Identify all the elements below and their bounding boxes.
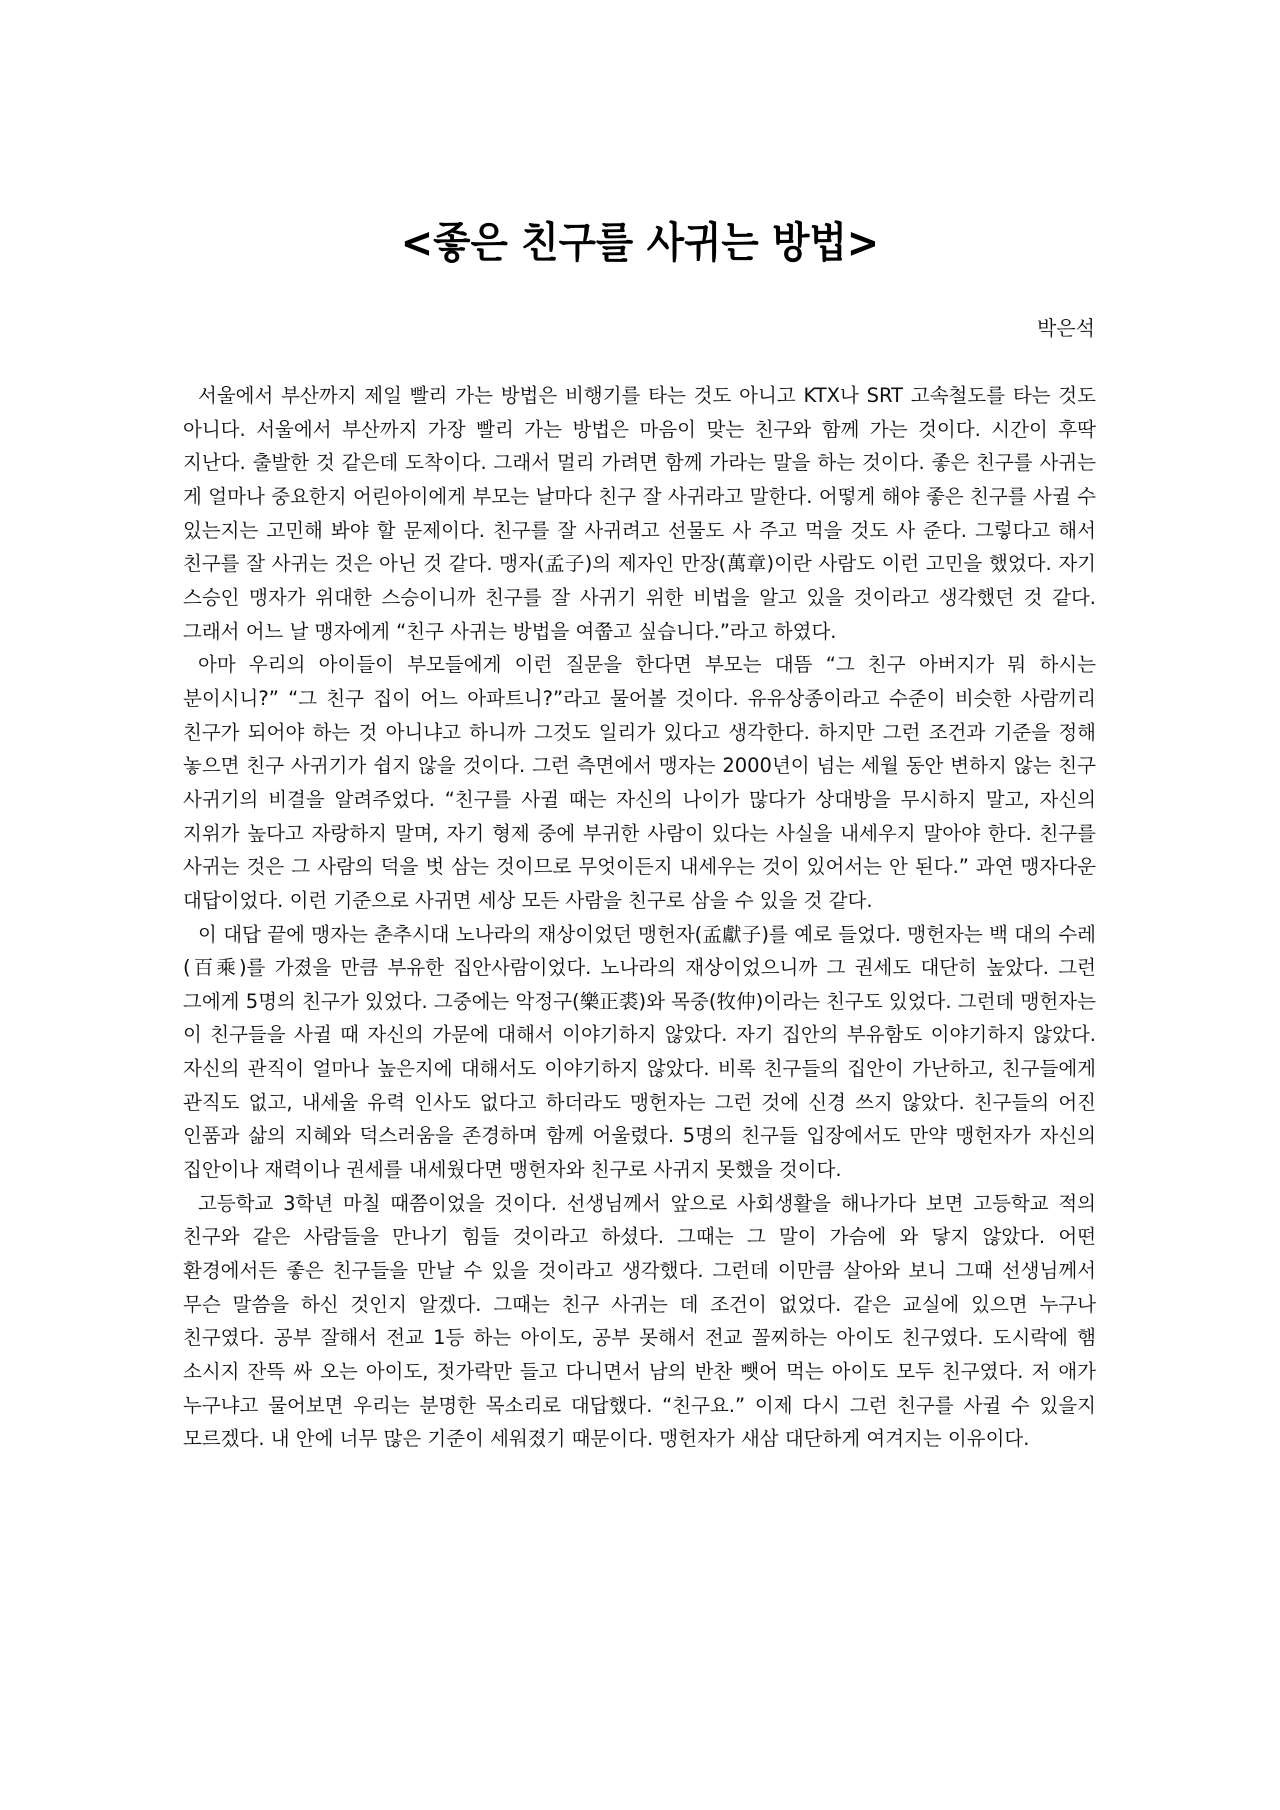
document-body — [183, 379, 1096, 1456]
paragraph-2: 아마 우리의 아이들이 부모들에게 이런 질문을 한다면 부모는 대뜸 “그 친구 아버지가 뭐 하시는 분이시니?” “그 친구 집이 어느 아파트니?”라고 물어볼 것이다. 유유상종이라고 수준이 비슷한 사람끼리 친구가 되어야 하는 것 아니냐고 하니까 그것도 일리가 있다고 생각한다. 하지만 그런 조건과 기준을 정해 놓으면 친구 사귀기가 쉽지 않을 것이다. 그런 측면에서 맹자는 2000년이 넘는 세월 동안 변하지 않는 친구 사귀기의 비결을 알려주었다. “친구를 사귈 때는 자신의 나이가 많다가 상대방을 무시하지 말고, 자신의 지위가 높다고 자랑하지 말며, 자기 형제 중에 부귀한 사람이 있다는 사실을 내세우지 말아야 한다. 친구를 사귀는 것은 그 사람의 덕을 벗 삼는 것이므로 무엇이든지 내세우는 것이 있어서는 안 된다.” 과연 맹자다운 대답이었다. 이런 기준으로 사귀면 세상 모든 사람을 친구로 삼을 수 있을 것 같다. — [183, 653, 1096, 912]
author-name: 박은석 — [1037, 316, 1095, 340]
paragraph-3: 이 대답 끝에 맹자는 춘추시대 노나라의 재상이었던 맹헌자(孟獻子)를 예로 들었다. 맹헌자는 백 대의 수레(百乘)를 가졌을 만큼 부유한 집안사람이었다. 노나라의 재상이었으니까 그 권세도 대단히 높았다. 그런 그에게 5명의 친구가 있었다. 그중에는 악정구(樂正裘)와 목중(牧仲)이라는 친구도 있었다. 그런데 맹헌자는 이 친구들을 사귈 때 자신의 가문에 대해서 이야기하지 않았다. 자기 집안의 부유함도 이야기하지 않았다. 자신의 관직이 얼마나 높은지에 대해서도 이야기하지 않았다. 비록 친구들의 집안이 가난하고, 친구들에게 관직도 없고, 내세울 유력 인사도 없다고 하더라도 맹헌자는 그런 것에 신경 쓰지 않았다. 친구들의 어진 인품과 삶의 지혜와 덕스러움을 존경하며 함께 어울렸다. 5명의 친구들 입장에서도 만약 맹헌자가 자신의 집안이나 재력이나 권세를 내세웠다면 맹헌자와 친구로 사귀지 못했을 것이다. — [183, 922, 1096, 1182]
paragraph-1: 서울에서 부산까지 제일 빨리 가는 방법은 비행기를 타는 것도 아니고 KTX나 SRT 고속철도를 타는 것도 아니다. 서울에서 부산까지 가장 빨리 가는 방법은 마음이 맞는 친구와 함께 가는 것이다. 시간이 후딱 지난다. 출발한 것 같은데 도착이다. 그래서 멀리 가려면 함께 가라는 말을 하는 것이다. 좋은 친구를 사귀는 게 얼마나 중요한지 어린아이에게 부모는 날마다 친구 잘 사귀라고 말한다. 어떻게 해야 좋은 친구를 사귈 수 있는지는 고민해 봐야 할 문제이다. 친구를 잘 사귀려고 선물도 사 주고 먹을 것도 사 준다. 그렇다고 해서 친구를 잘 사귀는 것은 아닌 것 같다. 맹자(孟子)의 제자인 만장(萬章)이란 사람도 이런 고민을 했었다. 자기 스승인 맹자가 위대한 스승이니까 친구를 잘 사귀기 위한 비법을 알고 있을 것이라고 생각했던 것 같다. 그래서 어느 날 맹자에게 “친구 사귀는 방법을 여쭙고 싶습니다.”라고 하였다. — [183, 384, 1096, 643]
paragraph-4: 고등학교 3학년 마칠 때쯤이었을 것이다. 선생님께서 앞으로 사회생활을 해나가다 보면 고등학교 적의 친구와 같은 사람들을 만나기 힘들 것이라고 하셨다. 그때는 그 말이 가슴에 와 닿지 않았다. 어떤 환경에서든 좋은 친구들을 만날 수 있을 것이라고 생각했다. 그런데 이만큼 살아와 보니 그때 선생님께서 무슨 말씀을 하신 것인지 알겠다. 그때는 친구 사귀는 데 조건이 없었다. 같은 교실에 있으면 누구나 친구였다. 공부 잘해서 전교 1등 하는 아이도, 공부 못해서 전교 꼴찌하는 아이도 친구였다. 도시락에 햄 소시지 잔뜩 싸 오는 아이도, 젓가락만 들고 다니면서 남의 반찬 뺏어 먹는 아이도 모두 친구였다. 저 애가 누구냐고 물어보면 우리는 분명한 목소리로 대답했다. “친구요.” 이제 다시 그런 친구를 사귈 수 있을지 모르겠다. 내 안에 너무 많은 기준이 세워졌기 때문이다. 맹헌자가 새삼 대단하게 여겨지는 이유이다. — [183, 1191, 1096, 1451]
document-title: <좋은 친구를 사귀는 방법> — [400, 218, 880, 267]
